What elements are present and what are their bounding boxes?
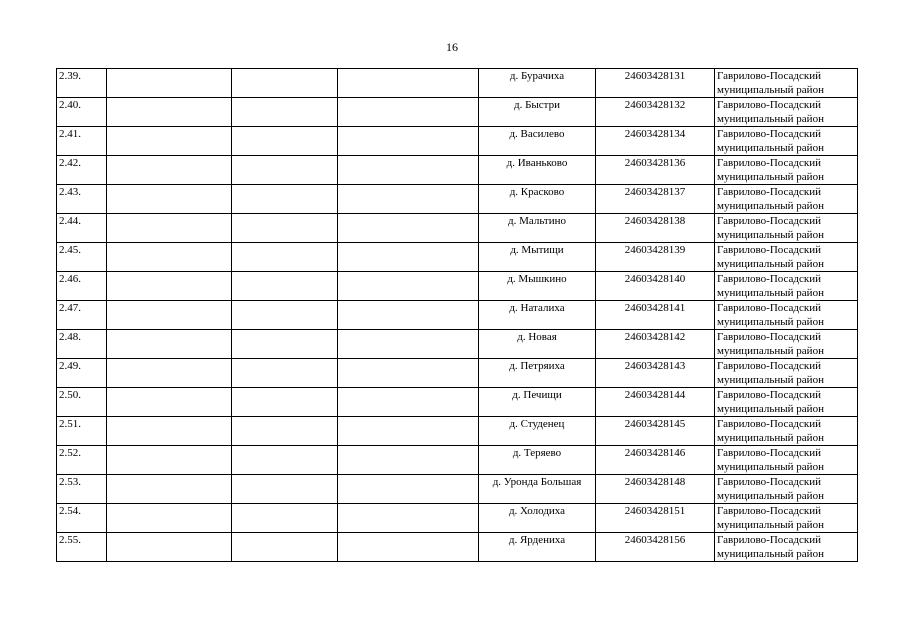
row-number-cell: 2.53.	[57, 475, 107, 504]
district-name-cell: Гаврилово-Посадский муниципальный район	[715, 475, 858, 504]
table-row	[57, 504, 858, 533]
district-name-cell: Гаврилово-Посадский муниципальный район	[715, 243, 858, 272]
table-body	[57, 69, 858, 562]
empty-cell	[232, 504, 338, 533]
empty-cell	[107, 475, 232, 504]
district-name-cell: Гаврилово-Посадский муниципальный район	[715, 388, 858, 417]
settlement-name-cell: д. Студенец	[479, 417, 596, 446]
oktmo-code-cell: 24603428156	[596, 533, 715, 562]
empty-cell	[338, 533, 479, 562]
row-number-cell: 2.52.	[57, 446, 107, 475]
settlement-name-cell: д. Иваньково	[479, 156, 596, 185]
row-number-cell: 2.42.	[57, 156, 107, 185]
empty-cell	[338, 475, 479, 504]
row-number-cell: 2.55.	[57, 533, 107, 562]
district-name-cell: Гаврилово-Посадский муниципальный район	[715, 301, 858, 330]
empty-cell	[232, 214, 338, 243]
settlement-name-cell: д. Красково	[479, 185, 596, 214]
table-row	[57, 156, 858, 185]
empty-cell	[107, 417, 232, 446]
row-number-cell: 2.48.	[57, 330, 107, 359]
table-row	[57, 127, 858, 156]
row-number-cell: 2.46.	[57, 272, 107, 301]
empty-cell	[107, 98, 232, 127]
row-number-cell: 2.51.	[57, 417, 107, 446]
empty-cell	[338, 243, 479, 272]
table-row	[57, 98, 858, 127]
district-name-cell: Гаврилово-Посадский муниципальный район	[715, 533, 858, 562]
table-row	[57, 301, 858, 330]
row-number-cell: 2.44.	[57, 214, 107, 243]
table-row	[57, 475, 858, 504]
empty-cell	[338, 69, 479, 98]
empty-cell	[232, 533, 338, 562]
oktmo-code-cell: 24603428148	[596, 475, 715, 504]
table-row	[57, 243, 858, 272]
empty-cell	[338, 127, 479, 156]
empty-cell	[107, 185, 232, 214]
settlement-table	[56, 68, 858, 562]
district-name-cell: Гаврилово-Посадский муниципальный район	[715, 446, 858, 475]
empty-cell	[338, 446, 479, 475]
oktmo-code-cell: 24603428146	[596, 446, 715, 475]
empty-cell	[232, 359, 338, 388]
row-number-cell: 2.45.	[57, 243, 107, 272]
table-row	[57, 69, 858, 98]
district-name-cell: Гаврилово-Посадский муниципальный район	[715, 359, 858, 388]
empty-cell	[232, 475, 338, 504]
district-name-cell: Гаврилово-Посадский муниципальный район	[715, 504, 858, 533]
oktmo-code-cell: 24603428141	[596, 301, 715, 330]
row-number-cell: 2.49.	[57, 359, 107, 388]
empty-cell	[232, 127, 338, 156]
empty-cell	[338, 214, 479, 243]
settlement-name-cell: д. Быстри	[479, 98, 596, 127]
page-number: 16	[446, 40, 458, 54]
empty-cell	[107, 156, 232, 185]
empty-cell	[232, 446, 338, 475]
empty-cell	[107, 243, 232, 272]
table-row	[57, 185, 858, 214]
empty-cell	[338, 330, 479, 359]
empty-cell	[107, 127, 232, 156]
oktmo-code-cell: 24603428139	[596, 243, 715, 272]
oktmo-code-cell: 24603428151	[596, 504, 715, 533]
table-row	[57, 446, 858, 475]
empty-cell	[107, 330, 232, 359]
district-name-cell: Гаврилово-Посадский муниципальный район	[715, 69, 858, 98]
empty-cell	[232, 185, 338, 214]
settlement-name-cell: д. Новая	[479, 330, 596, 359]
empty-cell	[338, 185, 479, 214]
oktmo-code-cell: 24603428145	[596, 417, 715, 446]
table-row	[57, 533, 858, 562]
empty-cell	[107, 504, 232, 533]
oktmo-code-cell: 24603428140	[596, 272, 715, 301]
oktmo-code-cell: 24603428132	[596, 98, 715, 127]
empty-cell	[338, 98, 479, 127]
oktmo-code-cell: 24603428131	[596, 69, 715, 98]
settlement-name-cell: д. Петряиха	[479, 359, 596, 388]
empty-cell	[232, 98, 338, 127]
empty-cell	[338, 301, 479, 330]
empty-cell	[232, 243, 338, 272]
settlement-name-cell: д. Наталиха	[479, 301, 596, 330]
settlement-name-cell: д. Бурачиха	[479, 69, 596, 98]
row-number-cell: 2.40.	[57, 98, 107, 127]
oktmo-code-cell: 24603428138	[596, 214, 715, 243]
district-name-cell: Гаврилово-Посадский муниципальный район	[715, 185, 858, 214]
settlement-name-cell: д. Мышкино	[479, 272, 596, 301]
empty-cell	[107, 388, 232, 417]
empty-cell	[107, 446, 232, 475]
empty-cell	[338, 156, 479, 185]
table-row	[57, 388, 858, 417]
settlement-name-cell: д. Мальтино	[479, 214, 596, 243]
district-name-cell: Гаврилово-Посадский муниципальный район	[715, 272, 858, 301]
empty-cell	[232, 156, 338, 185]
district-name-cell: Гаврилово-Посадский муниципальный район	[715, 127, 858, 156]
settlement-name-cell: д. Ярдениха	[479, 533, 596, 562]
empty-cell	[338, 272, 479, 301]
settlement-name-cell: д. Холодиха	[479, 504, 596, 533]
oktmo-code-cell: 24603428136	[596, 156, 715, 185]
empty-cell	[107, 214, 232, 243]
district-name-cell: Гаврилово-Посадский муниципальный район	[715, 98, 858, 127]
district-name-cell: Гаврилово-Посадский муниципальный район	[715, 214, 858, 243]
empty-cell	[338, 504, 479, 533]
settlement-name-cell: д. Теряево	[479, 446, 596, 475]
oktmo-code-cell: 24603428144	[596, 388, 715, 417]
row-number-cell: 2.43.	[57, 185, 107, 214]
empty-cell	[107, 301, 232, 330]
settlement-name-cell: д. Мытищи	[479, 243, 596, 272]
empty-cell	[107, 69, 232, 98]
settlement-name-cell: д. Василево	[479, 127, 596, 156]
table-row	[57, 272, 858, 301]
district-name-cell: Гаврилово-Посадский муниципальный район	[715, 330, 858, 359]
table-row	[57, 214, 858, 243]
empty-cell	[107, 359, 232, 388]
oktmo-code-cell: 24603428134	[596, 127, 715, 156]
row-number-cell: 2.39.	[57, 69, 107, 98]
table-row	[57, 359, 858, 388]
empty-cell	[232, 330, 338, 359]
settlement-name-cell: д. Уронда Большая	[479, 475, 596, 504]
empty-cell	[232, 69, 338, 98]
table-row	[57, 417, 858, 446]
row-number-cell: 2.50.	[57, 388, 107, 417]
empty-cell	[107, 272, 232, 301]
oktmo-code-cell: 24603428143	[596, 359, 715, 388]
oktmo-code-cell: 24603428142	[596, 330, 715, 359]
empty-cell	[338, 359, 479, 388]
empty-cell	[338, 417, 479, 446]
table-row	[57, 330, 858, 359]
empty-cell	[232, 301, 338, 330]
empty-cell	[338, 388, 479, 417]
empty-cell	[232, 417, 338, 446]
empty-cell	[107, 533, 232, 562]
empty-cell	[232, 272, 338, 301]
oktmo-code-cell: 24603428137	[596, 185, 715, 214]
row-number-cell: 2.47.	[57, 301, 107, 330]
settlement-name-cell: д. Печищи	[479, 388, 596, 417]
empty-cell	[232, 388, 338, 417]
row-number-cell: 2.41.	[57, 127, 107, 156]
district-name-cell: Гаврилово-Посадский муниципальный район	[715, 417, 858, 446]
district-name-cell: Гаврилово-Посадский муниципальный район	[715, 156, 858, 185]
row-number-cell: 2.54.	[57, 504, 107, 533]
